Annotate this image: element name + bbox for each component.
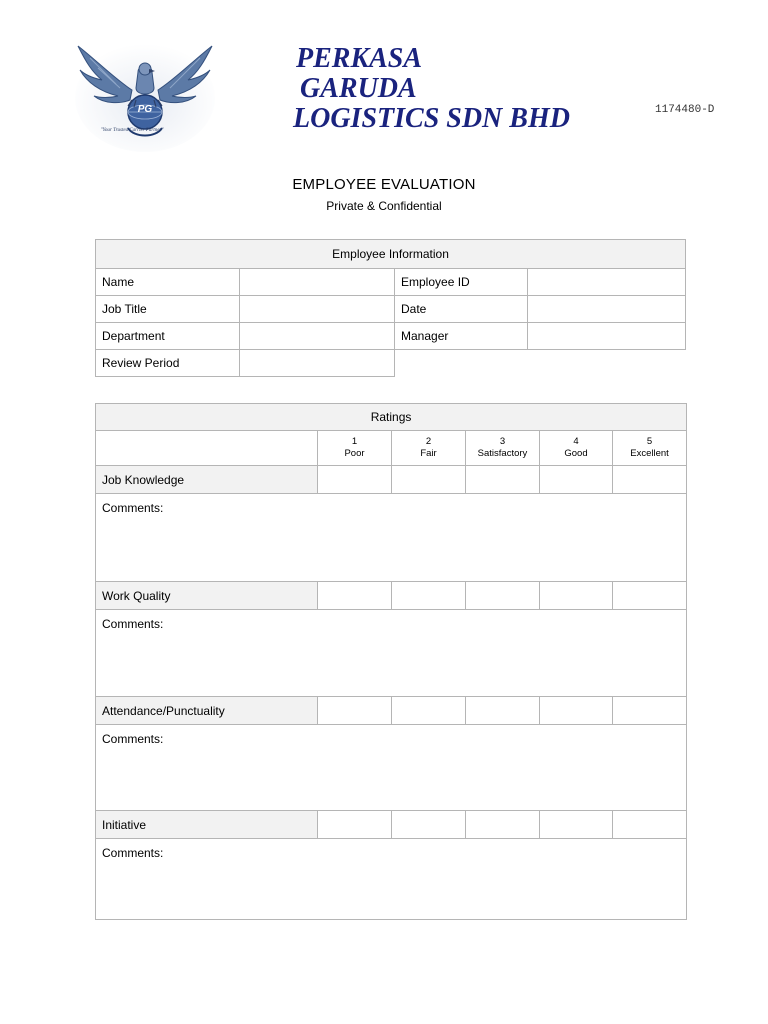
registration-number: 1174480-D bbox=[655, 104, 715, 116]
scale-number: 3 bbox=[499, 436, 506, 447]
scale-1 bbox=[318, 431, 392, 466]
rating-cell[interactable] bbox=[466, 466, 540, 494]
rating-cell[interactable] bbox=[318, 811, 392, 839]
name-field[interactable] bbox=[240, 269, 395, 296]
rating-cell[interactable] bbox=[466, 582, 540, 610]
scale-5 bbox=[613, 431, 687, 466]
scale-number: 5 bbox=[646, 436, 653, 447]
rating-cell[interactable] bbox=[540, 697, 613, 725]
scale-number: 4 bbox=[573, 436, 579, 447]
scale-2 bbox=[392, 431, 466, 466]
review-period-label: Review Period bbox=[96, 350, 240, 377]
rating-cell[interactable] bbox=[540, 466, 613, 494]
rating-cell[interactable] bbox=[613, 466, 687, 494]
scale-3 bbox=[466, 431, 540, 466]
ratings-heading: Ratings bbox=[96, 404, 687, 431]
rating-cell[interactable] bbox=[613, 811, 687, 839]
rating-cell[interactable] bbox=[318, 582, 392, 610]
company-line-3: LOGISTICS SDN BHD bbox=[293, 103, 570, 134]
comments-field[interactable] bbox=[96, 725, 687, 811]
manager-field[interactable] bbox=[528, 323, 686, 350]
rating-cell[interactable] bbox=[613, 697, 687, 725]
review-period-field[interactable] bbox=[240, 350, 395, 377]
scale-4 bbox=[540, 431, 613, 466]
criterion-attendance-punctuality: Attendance/Punctuality bbox=[96, 697, 318, 725]
rating-cell[interactable] bbox=[466, 697, 540, 725]
document-subtitle: Private & Confidential bbox=[326, 199, 442, 213]
comments-field[interactable] bbox=[96, 610, 687, 697]
scale-number: 1 bbox=[351, 436, 358, 447]
scale-label: Fair bbox=[420, 448, 437, 459]
rating-cell[interactable] bbox=[318, 466, 392, 494]
scale-blank-cell bbox=[96, 431, 318, 466]
scale-label: Excellent bbox=[630, 448, 669, 459]
scale-number: 2 bbox=[425, 436, 432, 447]
rating-cell[interactable] bbox=[392, 466, 466, 494]
rating-cell[interactable] bbox=[392, 582, 466, 610]
scale-label: Good bbox=[564, 448, 588, 459]
employee-id-label: Employee ID bbox=[395, 269, 528, 296]
employee-id-field[interactable] bbox=[528, 269, 686, 296]
comments-label: Comments: bbox=[102, 501, 164, 515]
rating-cell[interactable] bbox=[613, 582, 687, 610]
criterion-job-knowledge: Job Knowledge bbox=[96, 466, 318, 494]
scale-label: Satisfactory bbox=[477, 448, 528, 459]
rating-cell[interactable] bbox=[392, 811, 466, 839]
rating-cell[interactable] bbox=[466, 811, 540, 839]
empty-cell bbox=[395, 350, 686, 377]
document-title: EMPLOYEE EVALUATION bbox=[292, 176, 476, 193]
company-name bbox=[293, 43, 570, 134]
company-line-1: PERKASA bbox=[296, 43, 423, 74]
logo-tagline: "Your Trusted Carrier Partner" bbox=[100, 128, 164, 133]
criterion-initiative: Initiative bbox=[96, 811, 318, 839]
rating-cell[interactable] bbox=[540, 582, 613, 610]
employee-info-table bbox=[95, 239, 686, 377]
comments-field[interactable] bbox=[96, 494, 687, 582]
manager-label: Manager bbox=[395, 323, 528, 350]
eagle-emblem-icon bbox=[70, 38, 220, 154]
date-label: Date bbox=[395, 296, 528, 323]
employee-info-heading: Employee Information bbox=[96, 240, 686, 269]
logo-monogram: PG bbox=[137, 104, 153, 115]
name-label: Name bbox=[96, 269, 240, 296]
job-title-field[interactable] bbox=[240, 296, 395, 323]
criterion-work-quality: Work Quality bbox=[96, 582, 318, 610]
ratings-table bbox=[95, 403, 687, 920]
comments-label: Comments: bbox=[102, 732, 164, 746]
job-title-label: Job Title bbox=[96, 296, 240, 323]
rating-cell[interactable] bbox=[318, 697, 392, 725]
department-field[interactable] bbox=[240, 323, 395, 350]
date-field[interactable] bbox=[528, 296, 686, 323]
company-line-2: GARUDA bbox=[300, 73, 417, 104]
comments-field[interactable] bbox=[96, 839, 687, 920]
rating-cell[interactable] bbox=[540, 811, 613, 839]
rating-cell[interactable] bbox=[392, 697, 466, 725]
scale-label: Poor bbox=[344, 448, 365, 459]
department-label: Department bbox=[96, 323, 240, 350]
comments-label: Comments: bbox=[102, 617, 164, 631]
comments-label: Comments: bbox=[102, 846, 164, 860]
